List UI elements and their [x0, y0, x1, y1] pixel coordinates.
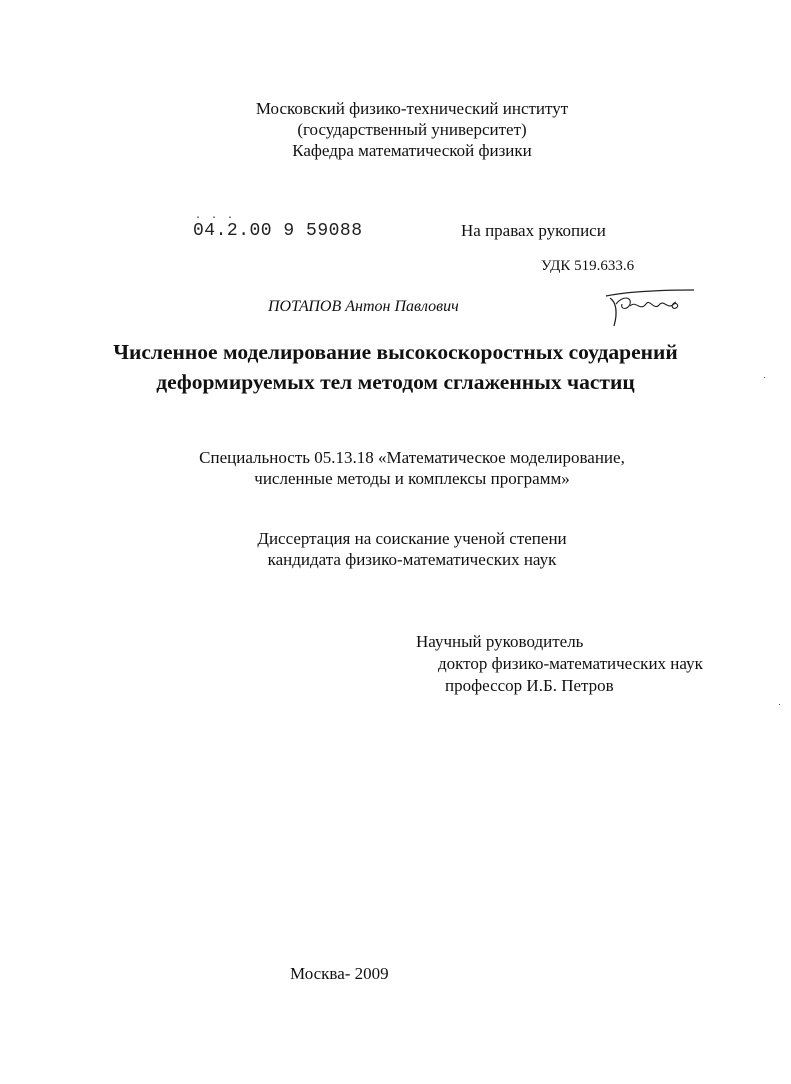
registration-stamp	[193, 213, 363, 241]
department-name: Кафедра математической физики	[292, 141, 532, 160]
specialty-line-2: численные методы и комплексы программ»	[254, 469, 570, 488]
degree-statement	[0, 528, 791, 570]
supervisor-label: Научный руководитель	[416, 632, 584, 651]
title-line-1: Численное моделирование высокоскоростных соударений	[113, 340, 678, 364]
institution-name: Московский физико-технический институт	[255, 99, 569, 118]
scan-speck	[779, 704, 780, 705]
stamp-dots: · · ·	[195, 213, 236, 224]
supervisor-name: профессор И.Б. Петров	[445, 676, 614, 695]
institution-header	[0, 98, 791, 161]
author-name: ПОТАПОВ Антон Павлович	[268, 298, 459, 315]
manuscript-rights: На правах рукописи	[461, 221, 606, 240]
udk-code: УДК 519.633.6	[541, 258, 635, 274]
signature-icon	[596, 282, 700, 332]
specialty-line-1: Специальность 05.13.18 «Математическое моделирование,	[199, 448, 625, 467]
title-line-2: деформируемых тел методом сглаженных частиц	[156, 370, 635, 394]
scan-speck	[764, 377, 765, 378]
specialty-block	[0, 447, 791, 489]
dissertation-title	[0, 337, 791, 397]
city-year: Москва- 2009	[290, 964, 389, 983]
supervisor-degree: доктор физико-математических наук	[438, 654, 703, 673]
registration-number: 04.2.00 9 59088	[193, 221, 363, 241]
degree-line-2: кандидата физико-математических наук	[267, 550, 557, 569]
institution-status: (государственный университет)	[297, 120, 527, 139]
degree-line-1: Диссертация на соискание ученой степени	[257, 529, 567, 548]
